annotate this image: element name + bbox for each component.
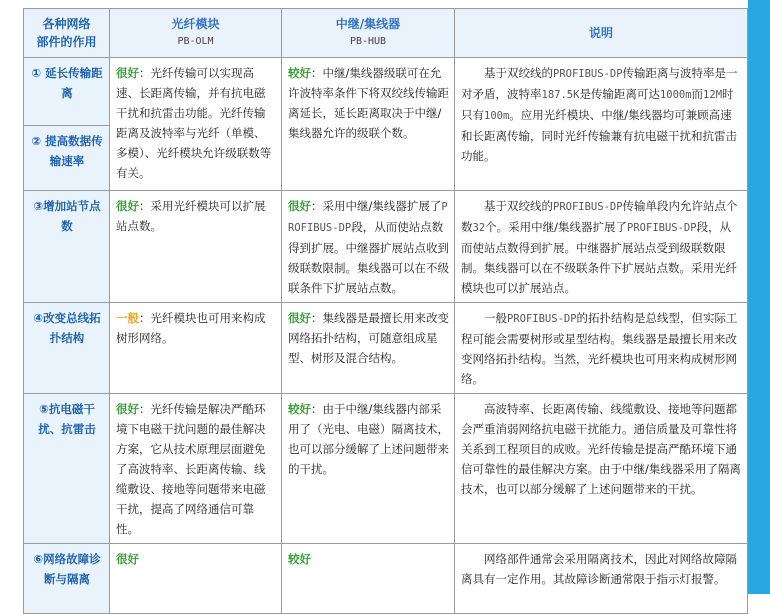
- table-row: [24, 58, 748, 126]
- desc-cell: 网络部件通常会采用隔离技术，因此对网络故障隔离具有一定作用。其故障诊断通常限于指示灯报警。: [455, 544, 748, 614]
- hub-cell: 很好：集线器是最擅长用来改变网络拓扑结构，可随意组成星型、树形及混合结构。: [282, 303, 455, 394]
- olm-cell: 一般：光纤模块也可用来构成树形网络。: [110, 303, 282, 394]
- header-col-desc: 说明: [455, 9, 748, 58]
- table-row: [24, 303, 748, 394]
- function-cell: ② 提高数据传输速率: [24, 126, 110, 191]
- table-row: [24, 191, 748, 303]
- desc-cell: 高波特率、长距离传输、线缆敷设、接地等问题都会严重消弱网络抗电磁干扰能力。通信质量及可靠性将关系到工程项目的成败。光纤传输是提高严酷环境下通信可靠性的最佳解决方案。由于中继/集线器采用了隔离技术，也可以部分缓解了上述问题带来的干扰。: [455, 394, 748, 544]
- header-col-function: 各种网络 部件的作用: [24, 9, 110, 58]
- desc-cell: 基于双绞线的PROFIBUS-DP传输距离与波特率是一对矛盾，波特率187.5K是传输距离可达1000m而12M时只有100m。应用光纤模块、中继/集线器均可兼顾高速和长距离传输，同时光纤传输兼有抗电磁干扰和抗雷击功能。: [455, 58, 748, 191]
- header-row: [24, 9, 748, 58]
- function-cell: ④改变总线拓扑结构: [24, 303, 110, 394]
- function-cell: ③增加站节点数: [24, 191, 110, 303]
- olm-cell: 很好: [110, 544, 282, 614]
- right-accent-bar: [748, 0, 770, 594]
- function-cell: ① 延长传输距离: [24, 58, 110, 126]
- hub-cell: 较好：中继/集线器级联可在允许波特率条件下将双绞线传输距离延长，延长距离取决于中继/集线器允许的级联个数。: [282, 58, 455, 191]
- hub-cell: 较好：由于中继/集线器内部采用了（光电、电磁）隔离技术，也可以部分缓解了上述问题带来的干扰。: [282, 394, 455, 544]
- desc-cell: 一般PROFIBUS-DP的拓扑结构是总线型，但实际工程可能会需要树形或星型结构。集线器是最擅长用来改变网络拓扑结构。当然，光纤模块也可用来构成树形网络。: [455, 303, 748, 394]
- hub-cell: 较好: [282, 544, 455, 614]
- olm-cell: 很好：光纤传输是解决严酷环境下电磁干扰问题的最佳解决方案，它从技术原理层面避免了高波特率、长距离传输、线缆敷设、接地等问题带来电磁干扰，提高了网络通信可靠性。: [110, 394, 282, 544]
- function-cell: ⑤抗电磁干扰、抗雷击: [24, 394, 110, 544]
- table-row: [24, 394, 748, 544]
- desc-cell: 基于双绞线的PROFIBUS-DP传输单段内允许站点个数32个。采用中继/集线器扩展了PROFIBUS-DP段，从而使站点数得到扩展。中继器扩展站点受到级联数限制。集线器可以在不级联条件下扩展站点数。采用光纤模块也可以扩展站点。: [455, 191, 748, 303]
- comparison-table: [23, 8, 748, 614]
- header-col-hub: 中继/集线器 PB-HUB: [282, 9, 455, 58]
- function-cell: ⑥网络故障诊断与隔离: [24, 544, 110, 614]
- header-col-olm: 光纤模块 PB-OLM: [110, 9, 282, 58]
- olm-cell: 很好：光纤传输可以实现高速、长距离传输，并有抗电磁干扰和抗雷击功能。光纤传输距离及波特率与光纤（单模、多模）、光纤模块允许级联数等有关。: [110, 58, 282, 191]
- table-row: [24, 544, 748, 614]
- olm-cell: 很好：采用光纤模块可以扩展站点数。: [110, 191, 282, 303]
- hub-cell: 很好：采用中继/集线器扩展了PROFIBUS-DP段，从而使站点数得到扩展。中继器扩展站点收到级联数限制。集线器可以在不级联条件下扩展站点数。: [282, 191, 455, 303]
